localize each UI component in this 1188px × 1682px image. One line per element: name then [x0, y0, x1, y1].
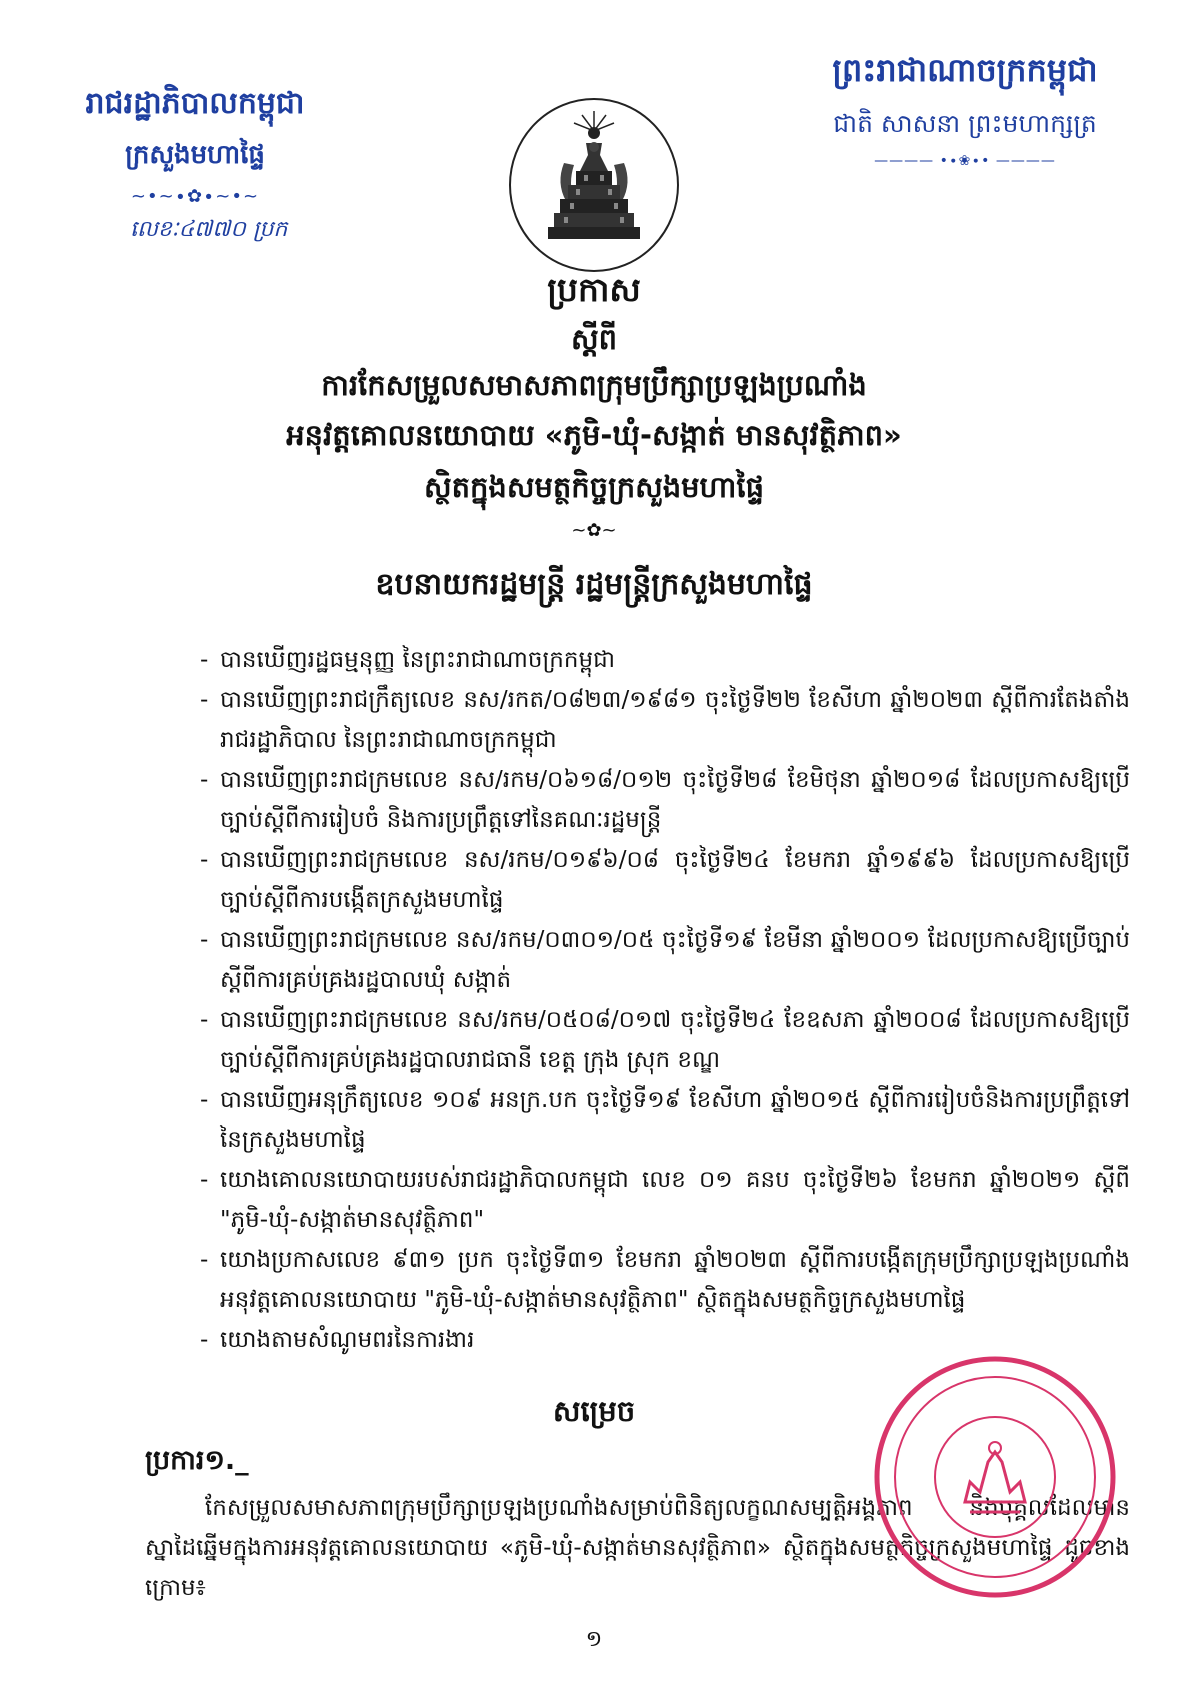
title-ornament: ~✿~: [571, 520, 617, 541]
preamble-item: - យោងគោលនយោបាយរបស់រាជរដ្ឋាភិបាលកម្ពុជា លេខ ០១ គនប ចុះថ្ងៃទី២៦ ខែមករា ឆ្នាំ២០២១ ស្តីពី "ភូមិ-ឃុំ-សង្កាត់មានសុវត្ថិភាព": [200, 1160, 1130, 1240]
page-number: ១: [585, 1627, 603, 1652]
issuing-authority: ឧបនាយករដ្ឋមន្ត្រី រដ្ឋមន្ត្រីក្រសួងមហាផ្ទៃ: [375, 567, 813, 602]
ornament-right: ———— •∙❀∙• ————: [874, 153, 1056, 169]
preamble-list: [200, 640, 1130, 1360]
preamble-item: - យោងតាមសំណូមពរនៃការងារ: [200, 1320, 1130, 1360]
preamble-item: - បានឃើញព្រះរាជក្រមលេខ នស/រកម/០៦១៨/០១២ ចុះថ្ងៃទី២៨ ខែមិថុនា ឆ្នាំ២០១៨ ដែលប្រកាសឱ្យប្រើច្បាប់ស្តីពីការរៀបចំ និងការប្រព្រឹត្តទៅនៃគណៈរដ្ឋមន្ត្រី: [200, 760, 1130, 840]
ministry-header: [40, 84, 350, 247]
kingdom-header: [770, 50, 1160, 169]
preamble-item: - បានឃើញព្រះរាជក្រមលេខ នស/រកម/០១៩៦/០៨ ចុះថ្ងៃទី២៤ ខែមករា ឆ្នាំ១៩៩៦ ដែលប្រកាសឱ្យប្រើច្បាប់ស្តីពីការបង្កើតក្រសួងមហាផ្ទៃ: [200, 840, 1130, 920]
preamble-item: - បានឃើញព្រះរាជក្រមលេខ នស/រកម/០៣០១/០៥ ចុះថ្ងៃទី១៩ ខែមីនា ឆ្នាំ២០០១ ដែលប្រកាសឱ្យប្រើច្បាប់ស្តីពីការគ្រប់គ្រងរដ្ឋបាលឃុំ សង្កាត់: [200, 920, 1130, 1000]
article-heading: ប្រការ១._: [145, 1445, 249, 1476]
subject-label: ស្តីពី: [570, 322, 618, 356]
document-number: លេខៈ៤៧៧០ ប្រក: [130, 217, 288, 242]
national-motto: ជាតិ សាសនា ព្រះមហាក្សត្រ: [833, 109, 1097, 138]
official-seal-icon: [870, 1352, 1120, 1602]
preamble-item: - បានឃើញរដ្ឋធម្មនុញ្ញ នៃព្រះរាជាណាចក្រកម្ពុជា: [200, 640, 1130, 680]
preamble-item: - បានឃើញព្រះរាជក្រមលេខ នស/រកម/០៥០៨/០១៧ ចុះថ្ងៃទី២៤ ខែឧសភា ឆ្នាំ២០០៨ ដែលប្រកាសឱ្យប្រើច្បាប់ស្តីពីការគ្រប់គ្រងរដ្ឋបាលរាជធានី ខេត្ត ក្រុង ស្រុក ខណ្ឌ: [200, 1000, 1130, 1080]
decision-heading: សម្រេច: [552, 1394, 636, 1428]
preamble-item: - បានឃើញព្រះរាជក្រឹត្យលេខ នស/រកត/០៨២៣/១៩៨១ ចុះថ្ងៃទី២២ ខែសីហា ឆ្នាំ២០២៣ ស្តីពីការតែងតាំងរាជរដ្ឋាភិបាល នៃព្រះរាជាណាចក្រកម្ពុជា: [200, 680, 1130, 760]
article-body: កែសម្រួលសមាសភាពក្រុមប្រឹក្សាប្រឡងប្រណាំងសម្រាប់ពិនិត្យលក្ខណសម្បត្តិអង្គភាព និងបុគ្គលដែលមានស្នាដៃឆ្នើមក្នុងការអនុវត្តគោលនយោបាយ «ភូមិ-ឃុំ-សង្កាត់មានសុវត្ថិភាព» ស្ថិតក្នុងសមត្ថកិច្ចក្រសួងមហាផ្ទៃ ដូចខាងក្រោម៖: [145, 1495, 1130, 1601]
subject-line-1: ការកែសម្រួលសមាសភាពក្រុមប្រឹក្សាប្រឡងប្រណាំង: [321, 368, 867, 402]
government-name: រាជរដ្ឋាភិបាលកម្ពុជា: [85, 86, 305, 121]
preamble-item: - យោងប្រកាសលេខ ៩៣១ ប្រក ចុះថ្ងៃទី៣១ ខែមករា ឆ្នាំ២០២៣ ស្តីពីការបង្កើតក្រុមប្រឹក្សាប្រឡងប្រណាំងអនុវត្តគោលនយោបាយ "ភូមិ-ឃុំ-សង្កាត់មានសុវត្ថិភាព" ស្ថិតក្នុងសមត្ថកិច្ចក្រសួងមហាផ្ទៃ: [200, 1240, 1130, 1320]
subject-line-3: ស្ថិតក្នុងសមត្ថកិច្ចក្រសួងមហាផ្ទៃ: [424, 470, 764, 504]
ornament-left: ~•~∙✿∙~•~: [130, 186, 260, 207]
subject-line-2: អនុវត្តគោលនយោបាយ «ភូមិ-ឃុំ-សង្កាត់ មានសុវត្ថិភាព»: [286, 418, 902, 452]
royal-emblem-icon: [504, 93, 684, 273]
kingdom-name: ព្រះរាជាណាចក្រកម្ពុជា: [832, 51, 1098, 89]
document-type-title: ប្រកាស: [547, 270, 641, 309]
preamble-item: - បានឃើញអនុក្រឹត្យលេខ ១០៩ អនក្រ.បក ចុះថ្ងៃទី១៩ ខែសីហា ឆ្នាំ២០១៥ ស្តីពីការរៀបចំនិងការប្រព្រឹត្តទៅនៃក្រសួងមហាផ្ទៃ: [200, 1080, 1130, 1160]
ministry-name: ក្រសួងមហាផ្ទៃ: [125, 140, 265, 170]
